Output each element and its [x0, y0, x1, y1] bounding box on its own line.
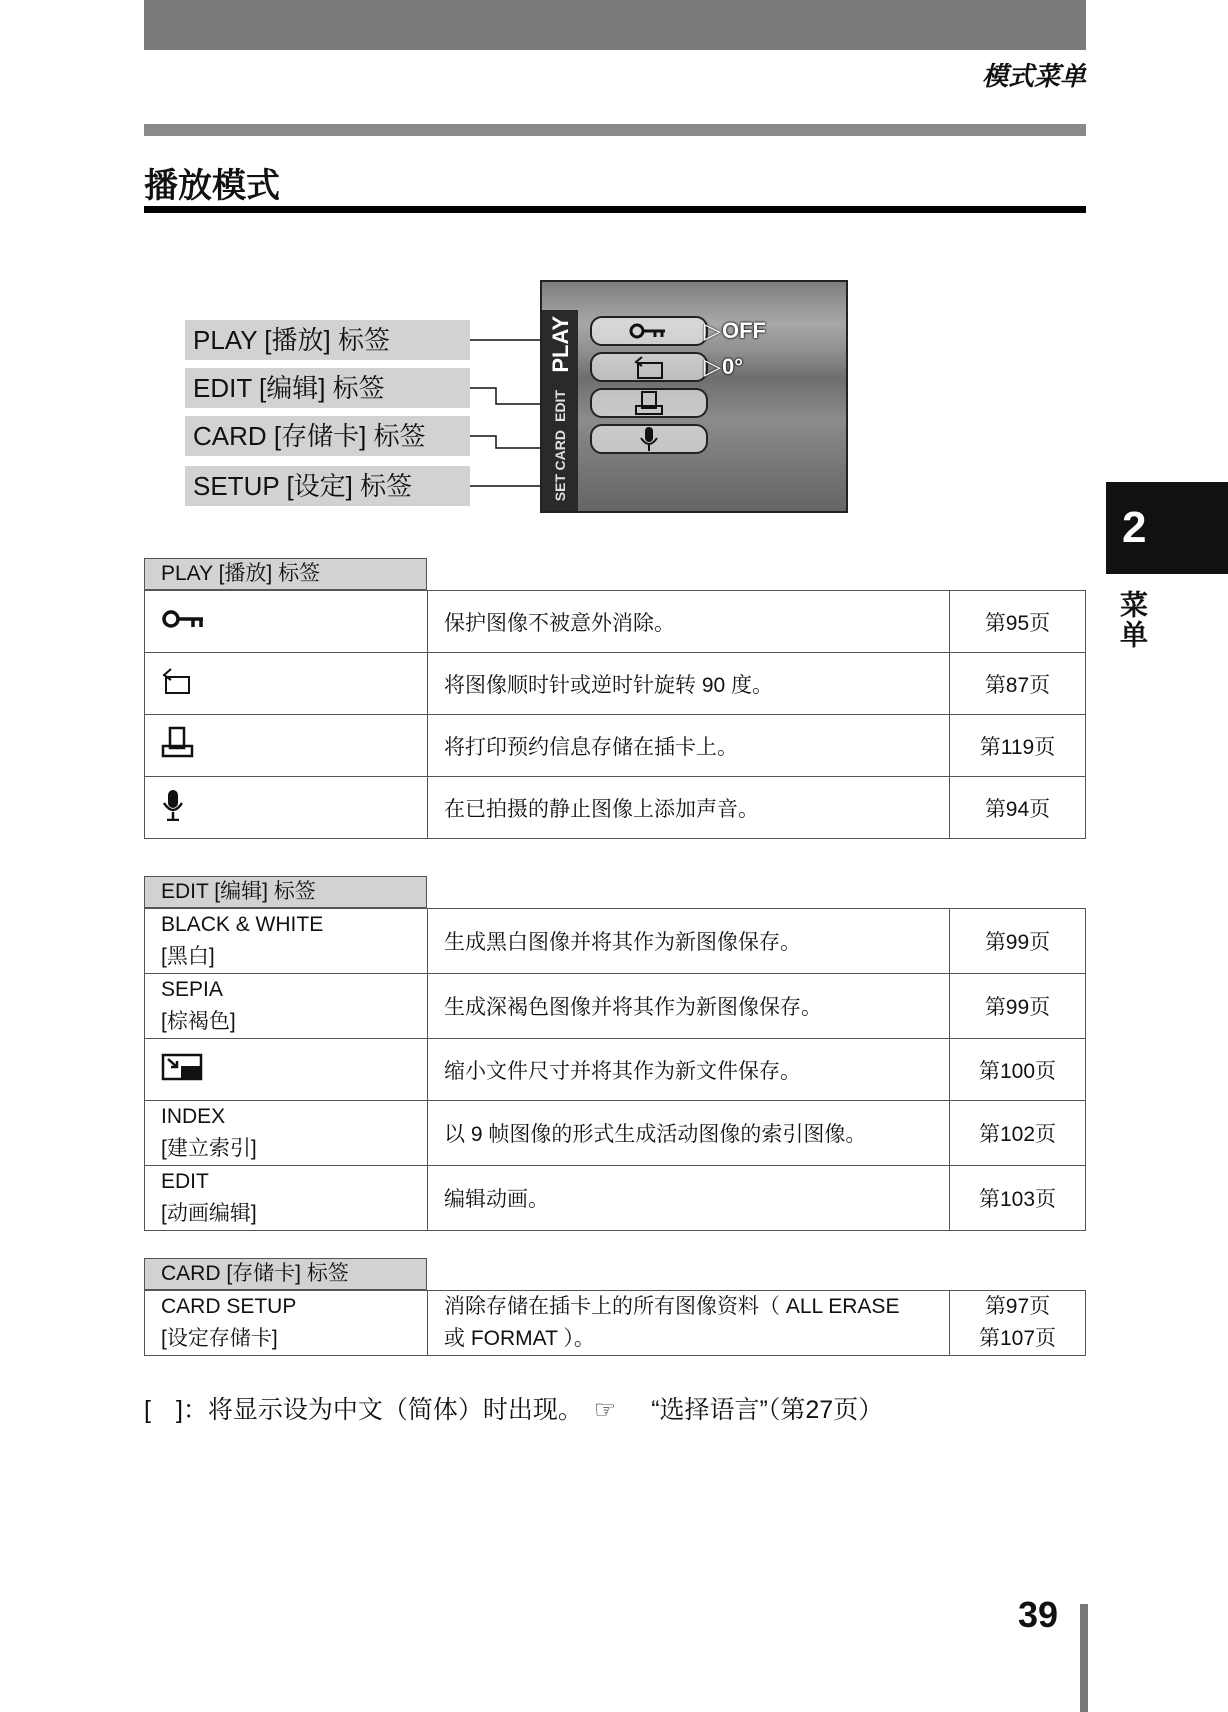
desc-line: 或 FORMAT ）。: [444, 1327, 595, 1350]
chapter-label: 菜单: [1117, 590, 1148, 650]
item-sub: [棕褐色]: [161, 1010, 236, 1033]
desc-cell: [428, 1291, 950, 1356]
chapter-tab: [1106, 482, 1228, 574]
page-ref: 第94页: [950, 777, 1086, 839]
edit-table-header: EDIT [编辑] 标签: [144, 876, 427, 908]
card-table-header: CARD [存储卡] 标签: [144, 1258, 427, 1290]
page-ref: 第119页: [950, 715, 1086, 777]
desc-cell: 生成深褐色图像并将其作为新图像保存。: [428, 974, 950, 1039]
camera-lcd-screen: [540, 280, 848, 513]
section-rule-gray: [144, 124, 1086, 136]
desc-cell: 编辑动画。: [428, 1166, 950, 1231]
item-cell: [145, 909, 428, 974]
table-row: [145, 909, 1086, 974]
table-row: [145, 591, 1086, 653]
running-title: 模式菜单: [981, 61, 1086, 91]
page-ref: 第95页: [950, 591, 1086, 653]
page-title: 播放模式: [144, 167, 280, 205]
item-cell: [145, 1166, 428, 1231]
pointing-hand-icon: ☞: [593, 1396, 617, 1424]
key-protect-icon: [161, 608, 205, 630]
footnote-ref: “选择语言”（第27页）: [651, 1396, 884, 1424]
chapter-number: 2: [1122, 503, 1147, 552]
lcd-value-protect: OFF: [722, 318, 766, 343]
desc-cell: 以 9 帧图像的形式生成活动图像的索引图像。: [428, 1101, 950, 1166]
rotate-icon: [632, 354, 666, 380]
item-name: EDIT: [161, 1170, 209, 1193]
footnote-text: [ ]：将显示设为中文（简体）时出现。: [144, 1396, 583, 1424]
lcd-tab-edit: EDIT: [552, 390, 568, 422]
lcd-item-print: [590, 388, 708, 418]
leader-lines: [470, 320, 544, 510]
lcd-item-sound: [590, 424, 708, 454]
icon-cell: [145, 653, 428, 715]
desc-cell: 缩小文件尺寸并将其作为新文件保存。: [428, 1039, 950, 1101]
table-row: [145, 1101, 1086, 1166]
top-header-bar: [144, 0, 1086, 50]
desc-cell: 在已拍摄的静止图像上添加声音。: [428, 777, 950, 839]
desc-cell: 将打印预约信息存储在插卡上。: [428, 715, 950, 777]
play-table: [144, 590, 1086, 839]
page-number-bar: [1080, 1604, 1088, 1712]
lcd-tab-set: SET: [552, 474, 568, 502]
page-ref: 第99页: [950, 909, 1086, 974]
desc-cell: 生成黑白图像并将其作为新图像保存。: [428, 909, 950, 974]
key-protect-icon: [629, 322, 669, 340]
table-row: [145, 653, 1086, 715]
microphone-icon: [638, 426, 660, 452]
print-order-icon: [161, 726, 195, 760]
item-name: BLACK & WHITE: [161, 913, 324, 936]
page-ref: 第102页: [950, 1101, 1086, 1166]
resize-icon: [161, 1053, 203, 1081]
label-setup-tab: SETUP [设定] 标签: [185, 466, 470, 506]
item-sub: [建立索引]: [161, 1137, 257, 1160]
page-number: 39: [1018, 1594, 1059, 1635]
item-sub: [设定存储卡]: [161, 1327, 278, 1350]
icon-cell: [145, 715, 428, 777]
table-row: [145, 777, 1086, 839]
page-ref: 第87页: [950, 653, 1086, 715]
label-card-tab: CARD [存储卡] 标签: [185, 416, 470, 456]
label-edit-tab: EDIT [编辑] 标签: [185, 368, 470, 408]
item-cell: [145, 1101, 428, 1166]
play-table-header: PLAY [播放] 标签: [144, 558, 427, 590]
item-cell: [145, 1291, 428, 1356]
section-rule-black: [144, 206, 1086, 213]
item-sub: [动画编辑]: [161, 1202, 257, 1225]
lcd-value-rotate: 0°: [722, 354, 744, 379]
microphone-icon: [161, 789, 185, 821]
table-row: [145, 1166, 1086, 1231]
page-ref-line: 第107页: [978, 1327, 1057, 1350]
table-row: [145, 1039, 1086, 1101]
desc-cell: 将图像顺时针或逆时针旋转 90 度。: [428, 653, 950, 715]
print-order-icon: [634, 390, 664, 416]
label-play-tab: PLAY [播放] 标签: [185, 320, 470, 360]
icon-cell: [145, 1039, 428, 1101]
page-ref: 第103页: [950, 1166, 1086, 1231]
lcd-item-protect: [590, 316, 708, 346]
page-ref-line: 第97页: [984, 1295, 1051, 1318]
page-ref: 第99页: [950, 974, 1086, 1039]
item-name: CARD SETUP: [161, 1295, 297, 1318]
icon-cell: [145, 591, 428, 653]
chevron-right-icon: ▷: [704, 318, 721, 343]
desc-line: 消除存储在插卡上的所有图像资料（ ALL ERASE: [444, 1295, 900, 1318]
lcd-item-rotate: [590, 352, 708, 382]
icon-cell: [145, 777, 428, 839]
chevron-right-icon: ▷: [704, 354, 721, 379]
page-ref: 第100页: [950, 1039, 1086, 1101]
item-name: INDEX: [161, 1105, 226, 1128]
item-cell: [145, 974, 428, 1039]
item-sub: [黑白]: [161, 945, 215, 968]
card-table: [144, 1290, 1086, 1356]
table-row: [145, 1291, 1086, 1356]
page-ref: [950, 1291, 1086, 1356]
lcd-tab-card: CARD: [552, 430, 568, 471]
desc-cell: 保护图像不被意外消除。: [428, 591, 950, 653]
table-row: [145, 974, 1086, 1039]
footnote: [144, 1390, 883, 1426]
item-name: SEPIA: [161, 978, 223, 1001]
rotate-icon: [161, 666, 193, 696]
lcd-tab-play: PLAY: [548, 316, 573, 373]
table-row: [145, 715, 1086, 777]
edit-table: [144, 908, 1086, 1231]
